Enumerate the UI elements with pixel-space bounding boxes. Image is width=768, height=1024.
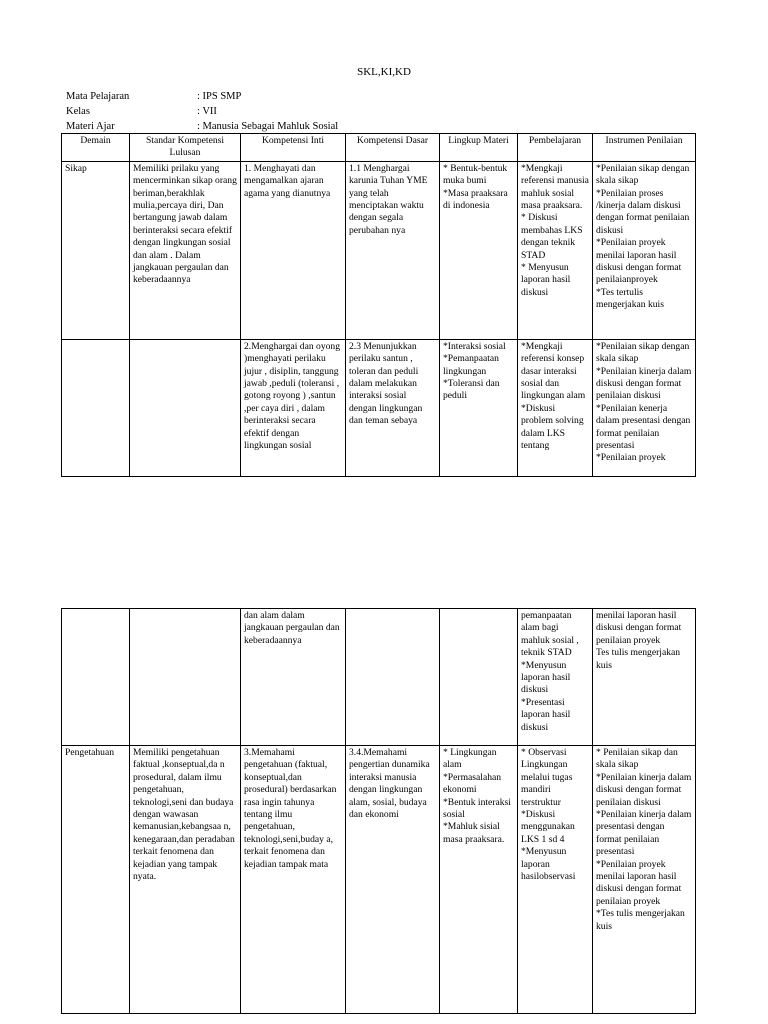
table-cell: * Observasi Lingkungan melalui tugas mandiri terstruktur *Diskusi menggunakan LKS 1 sd 4 *Menyusun laporan hasilobservasi bbox=[518, 746, 593, 1014]
header-cell: Kompetensi Inti bbox=[241, 134, 346, 162]
table-cell: pemanpaatan alam bagi mahluk sosial , teknik STAD *Menyusun laporan hasil diskusi *Presentasi laporan hasil diskusi bbox=[518, 609, 593, 746]
table-cell bbox=[440, 609, 518, 746]
table-cell bbox=[346, 609, 440, 746]
header-cell: Lingkup Materi bbox=[440, 134, 518, 162]
meta-value: : VII bbox=[197, 106, 217, 117]
table-cell: 2.3 Menunjukkan perilaku santun , toleran dan peduli dalam melakukan interaksi sosial dengan lingkungan dan teman sebaya bbox=[346, 339, 440, 476]
table-cell: * Bentuk-bentuk muka bumi *Masa praaksara di indonesia bbox=[440, 161, 518, 339]
table-cell bbox=[62, 339, 130, 476]
table-cell: * Lingkungan alam *Permasalahan ekonomi *Bentuk interaksi sosial *Mahluk sisial masa praaksara. bbox=[440, 746, 518, 1014]
table-cell bbox=[130, 609, 241, 746]
meta-label: Kelas bbox=[66, 106, 90, 117]
table-row bbox=[62, 161, 696, 339]
table-cell: Memiliki pengetahuan faktual ,konseptual,da n prosedural, dalam ilmu pengetahuan, teknologi,seni dan budaya dengan wawasan kemanusian,kebangsaa n, kenegaraan,dan peradaban terkait fenomena dan kejadian yang tampak nyata. bbox=[130, 746, 241, 1014]
header-cell: Kompetensi Dasar bbox=[346, 134, 440, 162]
competency-table-page-1 bbox=[61, 133, 696, 477]
table-row bbox=[62, 339, 696, 476]
competency-table-page-2 bbox=[61, 608, 696, 1014]
table-cell bbox=[130, 339, 241, 476]
meta-label: Mata Pelajaran bbox=[66, 91, 130, 102]
table-cell: Pengetahuan bbox=[62, 746, 130, 1014]
table-cell: 3.4.Memahami pengertian dunamika interaksi manusia dengan lingkungan alam, sosial, budaya dan ekonomi bbox=[346, 746, 440, 1014]
table-cell: *Mengkaji referensi manusia mahluk sosial masa praaksara. * Diskusi membahas LKS dengan teknik STAD * Menyusun laporan hasil diskusi bbox=[518, 161, 593, 339]
header-cell: Instrumen Penilaian bbox=[593, 134, 696, 162]
meta-value: : Manusia Sebagai Mahluk Sosial bbox=[197, 121, 339, 132]
table-header-row bbox=[62, 134, 696, 162]
table-cell bbox=[62, 609, 130, 746]
table-row bbox=[62, 609, 696, 746]
table-cell: 3.Memahami pengetahuan (faktual, konseptual,dan prosedural) berdasarkan rasa ingin tahunya tentang ilmu pengetahuan, teknologi,seni,buday a, terkait fenomena dan kejadian tampak mata bbox=[241, 746, 346, 1014]
table-cell: 2.Menghargai dan oyong )menghayati perilaku jujur , disiplin, tanggung jawab ,peduli (toleransi , gotong royong ) ,santun ,per caya diri , dalam berinteraksi secara efektif dengan lingkungan sosial bbox=[241, 339, 346, 476]
meta-value: : IPS SMP bbox=[197, 91, 242, 102]
table-cell: Memiliki prilaku yang mencerminkan sikap orang beriman,berakhlak mulia,percaya diri, Dan bertangung jawab dalam berinteraksi secara efektif dengan lingkungan sosial dan alam . Dalam jangkauan pergaulan dan keberadaannya bbox=[130, 161, 241, 339]
table-cell: dan alam dalam jangkauan pergaulan dan keberadaannya bbox=[241, 609, 346, 746]
meta-label: Materi Ajar bbox=[66, 121, 115, 132]
header-cell: Pembelajaran bbox=[518, 134, 593, 162]
table-cell: Sikap bbox=[62, 161, 130, 339]
table-cell: *Mengkaji referensi konsep dasar interaksi sosial dan lingkungan alam *Diskusi problem solving dalam LKS tentang bbox=[518, 339, 593, 476]
table-cell: *Penilaian sikap dengan skala sikap *Penilaian kinerja dalam diskusi dengan format penilaian diskusi *Penilaian kenerja dalam presentasi dengan format penilaian presentasi *Penilaian proyek bbox=[593, 339, 696, 476]
table-cell: 1. Menghayati dan mengamalkan ajaran agama yang dianutnya bbox=[241, 161, 346, 339]
table-cell: *Interaksi sosial *Pemanpaatan lingkungan *Toleransi dan peduli bbox=[440, 339, 518, 476]
header-cell: Demain bbox=[62, 134, 130, 162]
table-cell: menilai laporan hasil diskusi dengan format penilaian proyek Tes tulis mengerjakan kuis bbox=[593, 609, 696, 746]
table-row bbox=[62, 746, 696, 1014]
table-cell: *Penilaian sikap dengan skala sikap *Penilaian proses /kinerja dalam diskusi dengan format penilaian diskusi *Penilaian proyek menilai laporan hasil diskusi dengan format penilaianproyek *Tes tertulis mengerjakan kuis bbox=[593, 161, 696, 339]
document-title: SKL,KI,KD bbox=[357, 66, 411, 78]
table-cell: * Penilaian sikap dan skala sikap *Penilaian kinerja dalam diskusi dengan format penilaian diskusi *Penilaian kinerja dalam presentasi dengan format penilaian presentasi *Penilaian proyek menilai laporan hasil diskusi dengan format penilaian proyek *Tes tulis mengerjakan kuis bbox=[593, 746, 696, 1014]
table-cell: 1.1 Menghargai karunia Tuhan YME yang telah menciptakan waktu dengan segala perubahan nya bbox=[346, 161, 440, 339]
header-cell: Standar Kompetensi Lulusan bbox=[130, 134, 241, 162]
